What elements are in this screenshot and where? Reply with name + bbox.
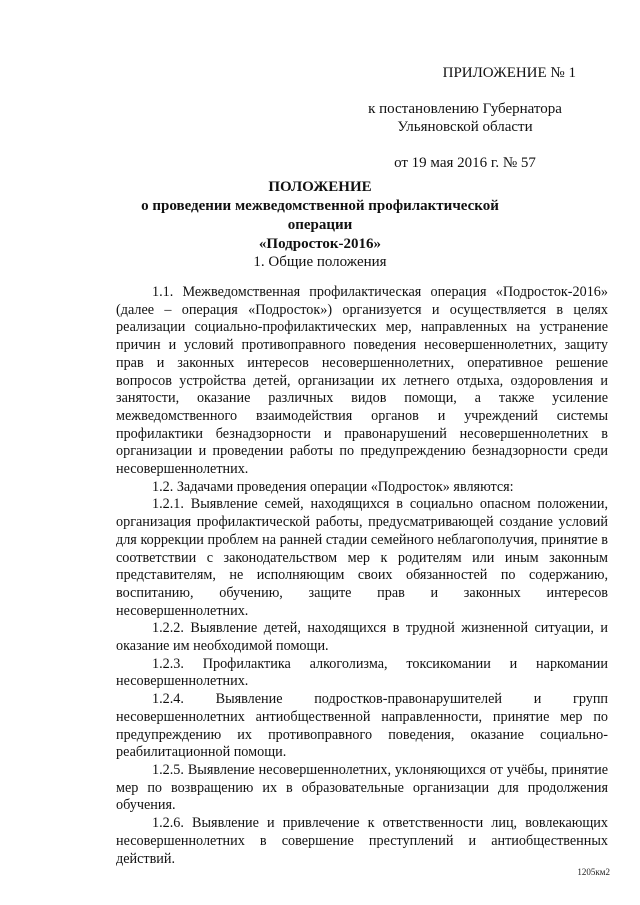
reference-lines [326, 100, 576, 136]
title-line: о проведении межведомственной профилактической операции [141, 198, 499, 233]
reference-line: Ульяновской области [397, 119, 533, 135]
paragraph: 1.2.4. Выявление подростков-правонарушителей и групп несовершеннолетних антиобщественной направленности, принятие мер по предупреждению их противоправного поведения, оказание социально-реабилитационной помощи. [116, 691, 608, 761]
footer-code: 1205км2 [577, 867, 610, 877]
reference-line: к постановлению Губернатора [368, 101, 562, 117]
title-line: ПОЛОЖЕНИЕ [268, 179, 372, 195]
paragraph: 1.2.3. Профилактика алкоголизма, токсикомании и наркомании несовершеннолетних. [116, 655, 608, 690]
document-body [116, 284, 608, 868]
paragraph: 1.2.6. Выявление и привлечение к ответственности лиц, вовлекающих несовершеннолетних в совершение преступлений и антиобщественных действий. [116, 815, 608, 867]
paragraph: 1.1. Межведомственная профилактическая операция «Подросток-2016» (далее – операция «Подросток») организуется и осуществляется в целях реализации социально-профилактических мер, направленных на устранение причин и условий противоправного поведения несовершеннолетних, защиту прав и законных интересов несовершеннолетних, оперативное решение вопросов устройства детей, организации их летнего отдыха, оздоровления и занятости, оказание различных видов помощи, а также усиление межведомственного взаимодействия органов и учреждений системы профилактики безнадзорности и правонарушений несовершеннолетних в организации и проведении работы по предупреждению безнадзорности среди несовершеннолетних. [116, 284, 608, 478]
appendix-label: ПРИЛОЖЕНИЕ № 1 [442, 65, 576, 81]
section-heading: 1. Общие положения [253, 254, 387, 270]
paragraph: 1.2.5. Выявление несовершеннолетних, уклоняющихся от учёбы, принятие мер по возвращению их в образовательные организации для продолжения обучения. [116, 761, 608, 814]
paragraph: 1.2.2. Выявление детей, находящихся в трудной жизненной ситуации, и оказание им необходимой помощи. [116, 620, 608, 655]
paragraph: 1.2. Задачами проведения операции «Подросток» являются: [152, 478, 514, 495]
paragraph: 1.2.1. Выявление семей, находящихся в социально опасном положении, организация профилактической работы, предусматривающей создание условий для коррекции проблем на ранней стадии семейного неблагополучия, принятие в соответствии с законодательством мер к родителям или иным законным представителям, не исполняющим своих обязанностей по содержанию, воспитанию, обучению, защите прав и законных интересов несовершеннолетних. [116, 496, 608, 619]
document-date: от 19 мая 2016 г. № 57 [394, 155, 536, 171]
title-line: «Подросток-2016» [258, 236, 382, 252]
document-title [118, 178, 522, 254]
document-header [326, 64, 576, 172]
